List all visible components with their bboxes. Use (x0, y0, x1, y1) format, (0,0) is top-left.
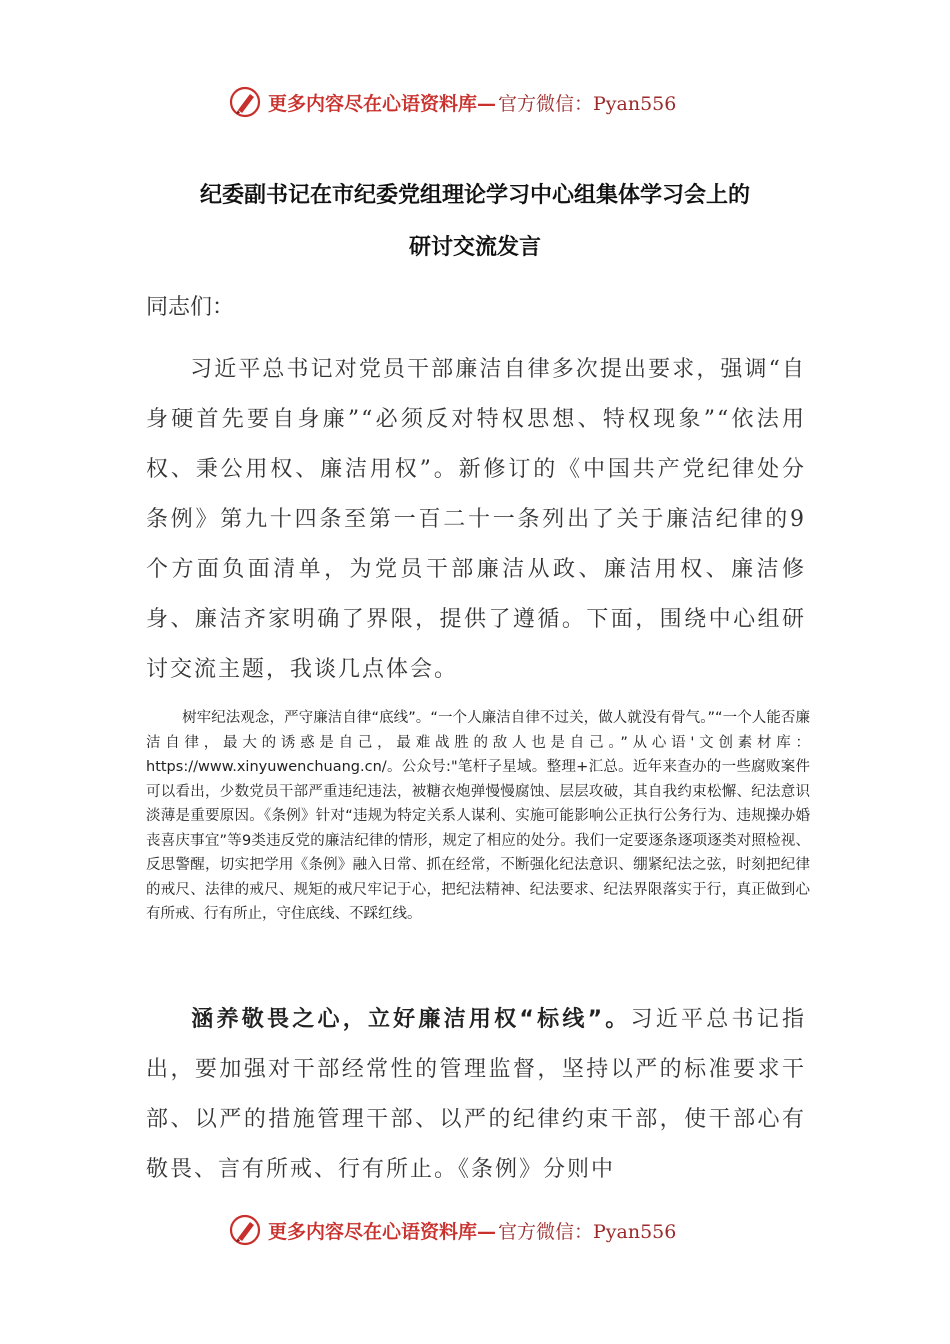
document-title-line1: 纪委副书记在市纪委党组理论学习中心组集体学习会上的 (199, 183, 750, 208)
paragraph-2-text: 树牢纪法观念，严守廉洁自律“底线”。“一个人廉洁自律不过关，做人就没有骨气。”“一个人能否廉洁自律，最大的诱惑是自己，最难战胜的敌人也是自己。”从心语'文创素材库：https://www.xinyuwenchuang.cn/。公众号:"笔杆子星域。整理+汇总。近年来查办的一些腐败案件可以看出，少数党员干部严重违纪违法，被糖衣炮弹慢慢腐蚀、层层攻破，其自我约束松懈、纪法意识淡薄是重要原因。《条例》针对“违规为特定关系人谋利、实施可能影响公正执行公务行为、违规操办婚丧喜庆事宜”等9类违反党的廉洁纪律的情形，规定了相应的处分。我们一定要逐条逐项逐类对照检视、反思警醒，切实把学用《条例》融入日常、抓在经常，不断强化纪法意识、绷紧纪法之弦，时刻把纪律的戒尺、法律的戒尺、规矩的戒尺牢记于心，把纪法精神、纪法要求、纪法界限落实于行，真正做到心有所戒、行有所止，守住底线、不踩红线。 (146, 710, 810, 922)
paragraph-1-text: 习近平总书记对党员干部廉洁自律多次提出要求，强调“自身硬首先要自身廉”“必须反对特权思想、特权现象”“依法用权、秉公用权、廉洁用权”。新修订的《中国共产党纪律处分条例》第九十四条至第一百二十一条列出了关于廉洁纪律的9个方面负面清单，为党员干部廉洁从政、廉洁用权、廉洁修身、廉洁齐家明确了界限，提供了遵循。下面，围绕中心组研讨交流主题，我谈几点体会。 (146, 357, 806, 682)
pen-nib-logo-icon (228, 1213, 262, 1247)
banner-wechat: 官方微信：Pyan556 (498, 92, 677, 115)
footer-banner (0, 1210, 950, 1250)
footer-banner-text: 更多内容尽在心语资料库— (268, 1220, 497, 1243)
paragraph-1 (146, 345, 806, 695)
pen-nib-logo-icon (228, 85, 262, 119)
paragraph-3-heading: 涵养敬畏之心，立好廉洁用权“标线”。 (190, 1007, 631, 1032)
banner-text: 更多内容尽在心语资料库— (268, 92, 497, 115)
greeting: 同志们： (146, 295, 235, 320)
paragraph-2 (146, 706, 810, 927)
paragraph-3 (146, 995, 806, 1195)
document-title-line2: 研讨交流发言 (408, 235, 541, 260)
header-banner (0, 82, 950, 122)
paragraph-3-text: 习近平总书记指出，要加强对干部经常性的管理监督，坚持以严的标准要求干部、以严的措施管理干部、以严的纪律约束干部，使干部心有敬畏、言有所戒、行有所止。《条例》分则中 (146, 1007, 806, 1182)
footer-banner-wechat: 官方微信：Pyan556 (498, 1220, 677, 1243)
